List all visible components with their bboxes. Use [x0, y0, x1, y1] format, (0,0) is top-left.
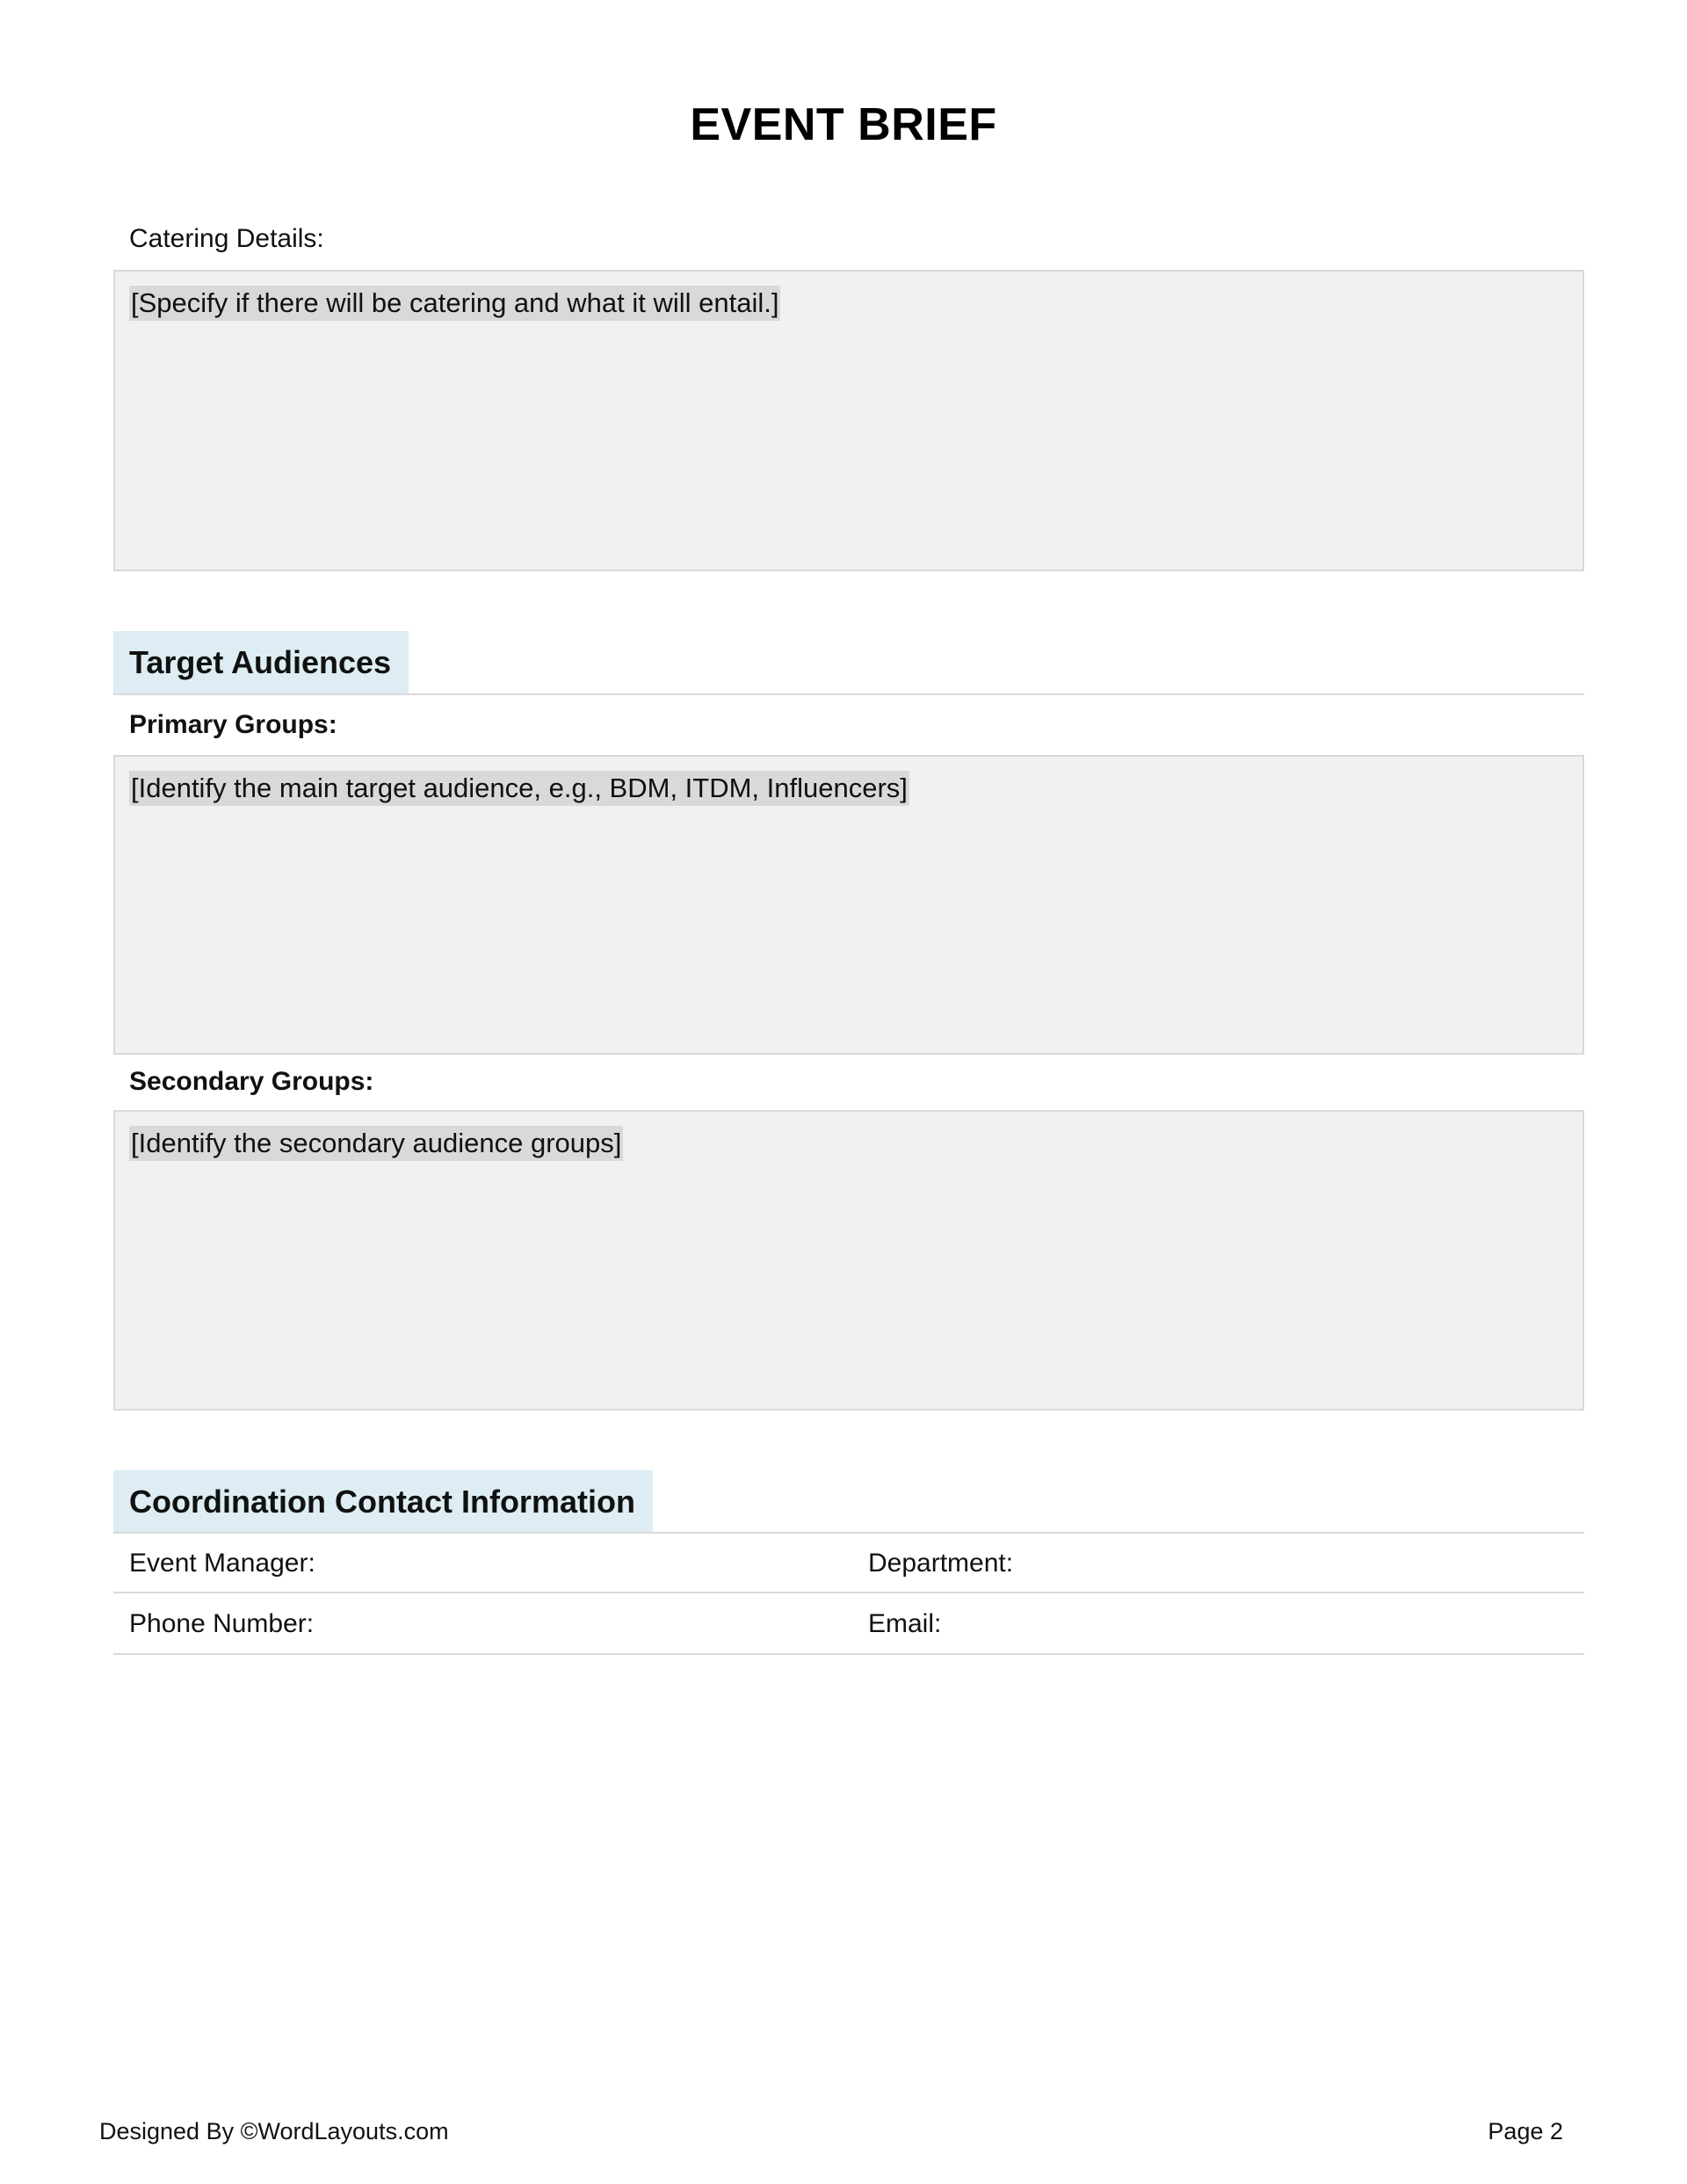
primary-groups-placeholder: [Identify the main target audience, e.g., BDM, ITDM, Influencers] — [129, 771, 909, 806]
secondary-groups-placeholder: [Identify the secondary audience groups] — [129, 1126, 623, 1161]
footer-page-number: Page 2 — [1488, 2118, 1563, 2144]
catering-details-field[interactable] — [113, 270, 1584, 571]
footer-credit: Designed By ©WordLayouts.com — [99, 2118, 449, 2144]
event-manager-field[interactable]: Event Manager: — [129, 1549, 315, 1578]
catering-details-label: Catering Details: — [129, 224, 324, 253]
catering-details-placeholder: [Specify if there will be catering and what it will entail.] — [129, 286, 780, 321]
contact-table-row-rule — [113, 1592, 1584, 1593]
primary-groups-label: Primary Groups: — [129, 710, 337, 739]
coordination-contact-heading: Coordination Contact Information — [113, 1470, 653, 1534]
contact-table-bottom-rule — [113, 1653, 1584, 1655]
primary-groups-field[interactable] — [113, 755, 1584, 1055]
secondary-groups-label: Secondary Groups: — [129, 1067, 374, 1096]
secondary-groups-field[interactable] — [113, 1110, 1584, 1411]
phone-number-field[interactable]: Phone Number: — [129, 1609, 315, 1638]
email-field[interactable]: Email: — [868, 1609, 942, 1638]
contact-table-top-rule — [113, 1532, 1584, 1534]
target-audiences-heading: Target Audiences — [113, 631, 409, 694]
page-title: EVENT BRIEF — [690, 99, 997, 150]
target-audiences-rule — [113, 693, 1584, 695]
department-field[interactable]: Department: — [868, 1549, 1014, 1578]
